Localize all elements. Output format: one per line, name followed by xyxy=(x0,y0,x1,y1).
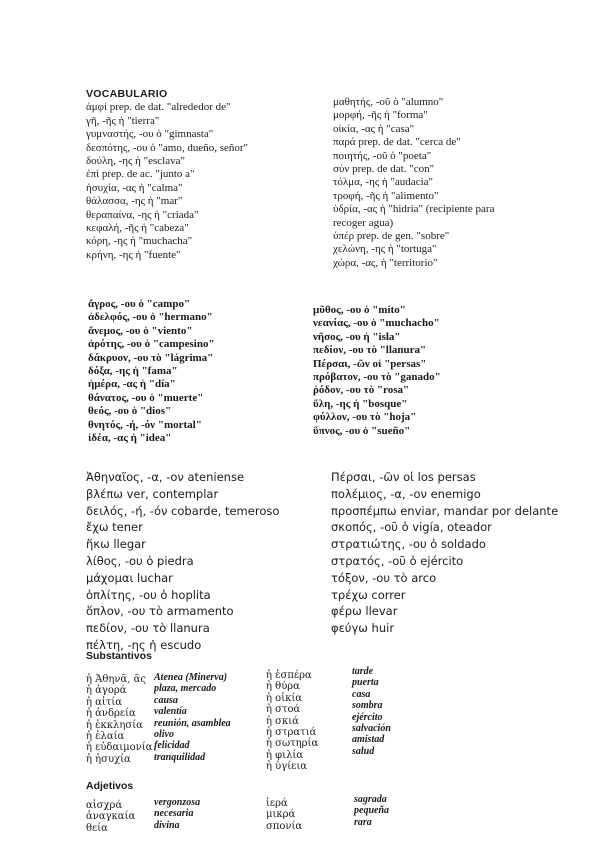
vocab-entry: μορφή, -ῆς ἡ "forma" xyxy=(333,109,428,122)
adjective-translation: necesaria xyxy=(154,808,194,820)
substantivos-heading: Substantivos xyxy=(86,650,152,662)
vocab-entry: λίθος, -ου ὁ piedra xyxy=(86,553,194,568)
vocab-entry: ἄγρος, -ου ὁ "campo" xyxy=(88,298,191,310)
vocabulary-title: VOCABULARIO xyxy=(86,88,168,100)
vocab-entry: προσπέμπω enviar, mandar por delante xyxy=(331,503,559,518)
noun-greek: ἡ ἀνδρεία xyxy=(86,708,136,720)
noun-greek: ἡ φιλία xyxy=(266,749,304,761)
vocab-entry: χελώνη, -ης ἡ "tortuga" xyxy=(333,243,437,256)
noun-translation: valentía xyxy=(154,706,187,718)
vocab-entry: Ἀθηναῖος, -α, -ον ateniense xyxy=(86,470,245,484)
vocab-entry: θεραπαίνα, -ης ἡ "criada" xyxy=(86,208,199,221)
vocab-entry: πρόβατον, -ου τὸ "ganado" xyxy=(313,371,441,384)
vocab-entry: φεύγω huir xyxy=(331,621,395,636)
vocab-entry: Πέρσαι, -ῶν οἱ los persas xyxy=(331,470,476,484)
vocab-entry: νῆσος, -ου ἡ "isla" xyxy=(313,330,401,343)
noun-translation: causa xyxy=(154,694,178,706)
vocab-entry: βλέπω ver, contemplar xyxy=(86,486,219,501)
adjective-greek: ἱερά xyxy=(266,798,288,809)
vocab2-left-column xyxy=(88,298,215,445)
vocab1-right-column xyxy=(333,96,494,270)
noun-translation: casa xyxy=(352,688,371,700)
vocab-entry: κεφαλή, -ῆς ἡ "cabeza" xyxy=(86,222,189,235)
vocab-entry: ὁπλίτης, -ου ὁ hoplita xyxy=(86,587,211,602)
adjetivos-col1-greek xyxy=(86,800,135,834)
vocab-entry: recoger agua) xyxy=(333,216,394,229)
adjective-greek: θεία xyxy=(86,822,108,834)
noun-greek: ἡ στοά xyxy=(266,704,301,716)
adjective-greek: μικρά xyxy=(266,809,296,821)
vocab-entry: ἔχω tener xyxy=(86,520,143,535)
adjective-greek: αἰσχρά xyxy=(86,800,123,811)
vocab-entry: ὑπέρ prep. de gen. "sobre" xyxy=(333,230,450,243)
vocab-entry: κόρη, -ης ἡ "muchacha" xyxy=(86,235,193,248)
noun-greek: ἡ ἐκκλησία xyxy=(86,719,143,731)
vocab-entry: γυμναστής, -ου ὁ "gimnasta" xyxy=(86,128,214,141)
vocab-entry: τόξον, -ου τὸ arco xyxy=(331,570,437,585)
vocab-entry: ὅπλον, -ου τὸ armamento xyxy=(86,604,234,619)
substantivos-col1-greek xyxy=(86,674,152,765)
adjective-translation: pequeña xyxy=(354,805,389,817)
noun-greek: ἡ ἑσπέρα xyxy=(266,670,312,681)
vocab-entry: δειλός, -ή, -όν cobarde, temeroso xyxy=(86,503,280,518)
vocab-entry: οἰκία, -ας ἡ "casa" xyxy=(333,122,415,135)
adjetivos-heading: Adjetivos xyxy=(86,780,134,792)
vocab-entry: θάλασσα, -ης ἡ "mar" xyxy=(86,195,183,208)
vocab-entry: στρατός, -οῦ ὁ ejército xyxy=(331,553,464,568)
noun-translation: sombra xyxy=(352,700,383,712)
noun-translation: plaza, mercado xyxy=(154,683,217,695)
vocab-entry: κρήνη, -ης ἡ "fuente" xyxy=(86,248,181,261)
noun-translation: puerta xyxy=(352,677,379,689)
noun-greek: ἡ ὑγίεια xyxy=(266,761,308,773)
vocab-entry: φύλλον, -ου τὸ "hoja" xyxy=(313,411,417,424)
adjective-greek: ἀναγκαία xyxy=(86,811,136,823)
vocab1-left-column xyxy=(86,88,248,262)
noun-translation: Atenea (Minerva) xyxy=(154,672,228,683)
vocab-entry: δόξα, -ης ἡ "fama" xyxy=(88,365,178,378)
vocab-entry: ὕπνος, -ου ὁ "sueño" xyxy=(313,424,411,437)
vocab-entry: πεδίον, -ου τὸ llanura xyxy=(86,621,210,636)
vocab-entry: δεσπότης, -ου ὁ "amo, dueño, señor" xyxy=(86,141,249,154)
vocab-entry: θεός, -ου ὁ "dios" xyxy=(88,405,172,418)
vocab-entry: τροφή, -ῆς ἡ "alimento" xyxy=(333,189,439,202)
adjetivos-col1-translation xyxy=(154,797,200,831)
vocab-entry: θάνατος, -ου ὁ "muerte" xyxy=(88,391,204,404)
vocab-entry: στρατιώτης, -ου ὁ soldado xyxy=(331,537,486,552)
vocab-entry: θνητός, -ή, -όν "mortal" xyxy=(88,418,202,431)
noun-greek: ἡ σκιά xyxy=(266,715,299,727)
noun-translation: tranquilidad xyxy=(154,751,206,763)
vocab-entry: παρά prep. de dat. "cerca de" xyxy=(333,136,461,149)
vocab-entry: γῆ, -ῆς ἡ "tierra" xyxy=(86,114,160,127)
noun-translation: felicidad xyxy=(154,740,190,752)
vocab-entry: μάχομαι luchar xyxy=(86,570,173,585)
vocab-entry: ἀδελφός, -ου ὁ "hermano" xyxy=(88,311,213,324)
vocab-entry: ποιητής, -οῦ ὁ "poeta" xyxy=(333,149,432,162)
vocab-entry: ὑδρία, -ας ἡ "hidria" (recipiente para xyxy=(333,203,495,216)
noun-greek: ἡ εὐδαιμονία xyxy=(86,742,153,754)
vocab-entry: ῥόδον, -ου τὸ "rosa" xyxy=(313,384,410,397)
vocab-entry: πέλτη, -ης ἡ escudo xyxy=(86,637,202,652)
vocab-entry: ἀρότης, -ου ὁ "campesino" xyxy=(88,338,215,351)
vocab2-right-column xyxy=(313,304,441,438)
noun-greek: ἡ στρατιά xyxy=(266,727,317,739)
vocab-entry: τόλμα, -ης ἡ "audacia" xyxy=(333,176,434,189)
vocab-entry: πεδίον, -ου τὸ "llanura" xyxy=(313,344,427,357)
vocab-entry: δάκρυον, -ου τὸ "lágrima" xyxy=(88,351,214,364)
vocab-entry: ἐπί prep. de ac. "junto a" xyxy=(86,168,195,181)
vocab3-right-column xyxy=(331,469,558,637)
adjective-translation: vergonzosa xyxy=(154,797,201,808)
substantivos-col2-translation xyxy=(352,666,391,757)
noun-translation: salvación xyxy=(352,723,391,735)
adjetivos-col2-greek xyxy=(266,798,302,832)
vocab-entry: τρέχω correr xyxy=(331,587,406,602)
noun-greek: ἡ ἐλαία xyxy=(86,731,125,743)
vocab-entry: μαθητής, -οῦ ὁ "alumno" xyxy=(333,96,444,108)
noun-greek: ἡ ἀγορά xyxy=(86,685,127,697)
noun-greek: ἡ Ἀθηνᾶ, ᾶς xyxy=(86,674,146,685)
noun-greek: ἡ θύρα xyxy=(266,681,300,693)
vocab-entry: μῦθος, -ου ὁ "mito" xyxy=(313,304,406,316)
noun-translation: olivo xyxy=(154,729,174,741)
noun-greek: ἡ σωτηρία xyxy=(266,738,319,750)
vocab-entry: πολέμιος, -α, -ον enemigo xyxy=(331,486,481,501)
vocab-entry: σκοπός, -οῦ ὁ vigía, oteador xyxy=(331,520,492,535)
noun-greek: ἡ οἰκία xyxy=(266,692,303,704)
adjective-translation: rara xyxy=(354,816,372,828)
noun-translation: tarde xyxy=(352,666,374,677)
vocab-entry: ἡσυχία, -ας ἡ "calma" xyxy=(86,181,183,194)
substantivos-col1-translation xyxy=(154,672,231,763)
adjetivos-col2-translation xyxy=(354,794,389,828)
vocab-entry: νεανίας, -ου ὁ "muchacho" xyxy=(313,317,440,330)
noun-translation: reunión, asamblea xyxy=(154,717,231,729)
substantivos-col2-greek xyxy=(266,670,318,773)
vocab-entry: ὕλη, -ης ἡ "bosque" xyxy=(313,397,408,410)
adjective-greek: σπονία xyxy=(266,820,303,832)
adjective-translation: divina xyxy=(154,819,180,831)
vocab-entry: χώρα, -ας, ἡ "territorio" xyxy=(333,256,438,269)
noun-translation: amistad xyxy=(352,734,385,746)
vocab-entry: ἰδέα, -ας ἡ "idea" xyxy=(88,432,172,445)
vocab-entry: ἥκω llegar xyxy=(86,537,146,552)
noun-translation: ejército xyxy=(352,711,383,723)
vocab-entry: ἡμέρα, -ας ἡ "día" xyxy=(88,378,176,391)
noun-translation: salud xyxy=(352,745,375,757)
vocab-entry: δούλη, -ης ἡ "esclava" xyxy=(86,155,185,168)
noun-greek: ἡ ἡσυχία xyxy=(86,753,131,765)
noun-greek: ἡ αἰτία xyxy=(86,696,123,708)
vocab3-left-column xyxy=(86,469,279,654)
vocab-entry: ἀμφί prep. de dat. "alrededor de" xyxy=(86,101,231,114)
vocab-entry: φέρω llevar xyxy=(331,604,398,619)
vocab-entry: ἄνεμος, -ου ὁ "viento" xyxy=(88,324,193,337)
vocab-entry: Πέρσαι, -ῶν οἱ "persas" xyxy=(313,357,427,370)
adjective-translation: sagrada xyxy=(354,794,387,805)
vocab-entry: σύν prep. de dat. "con" xyxy=(333,163,435,176)
